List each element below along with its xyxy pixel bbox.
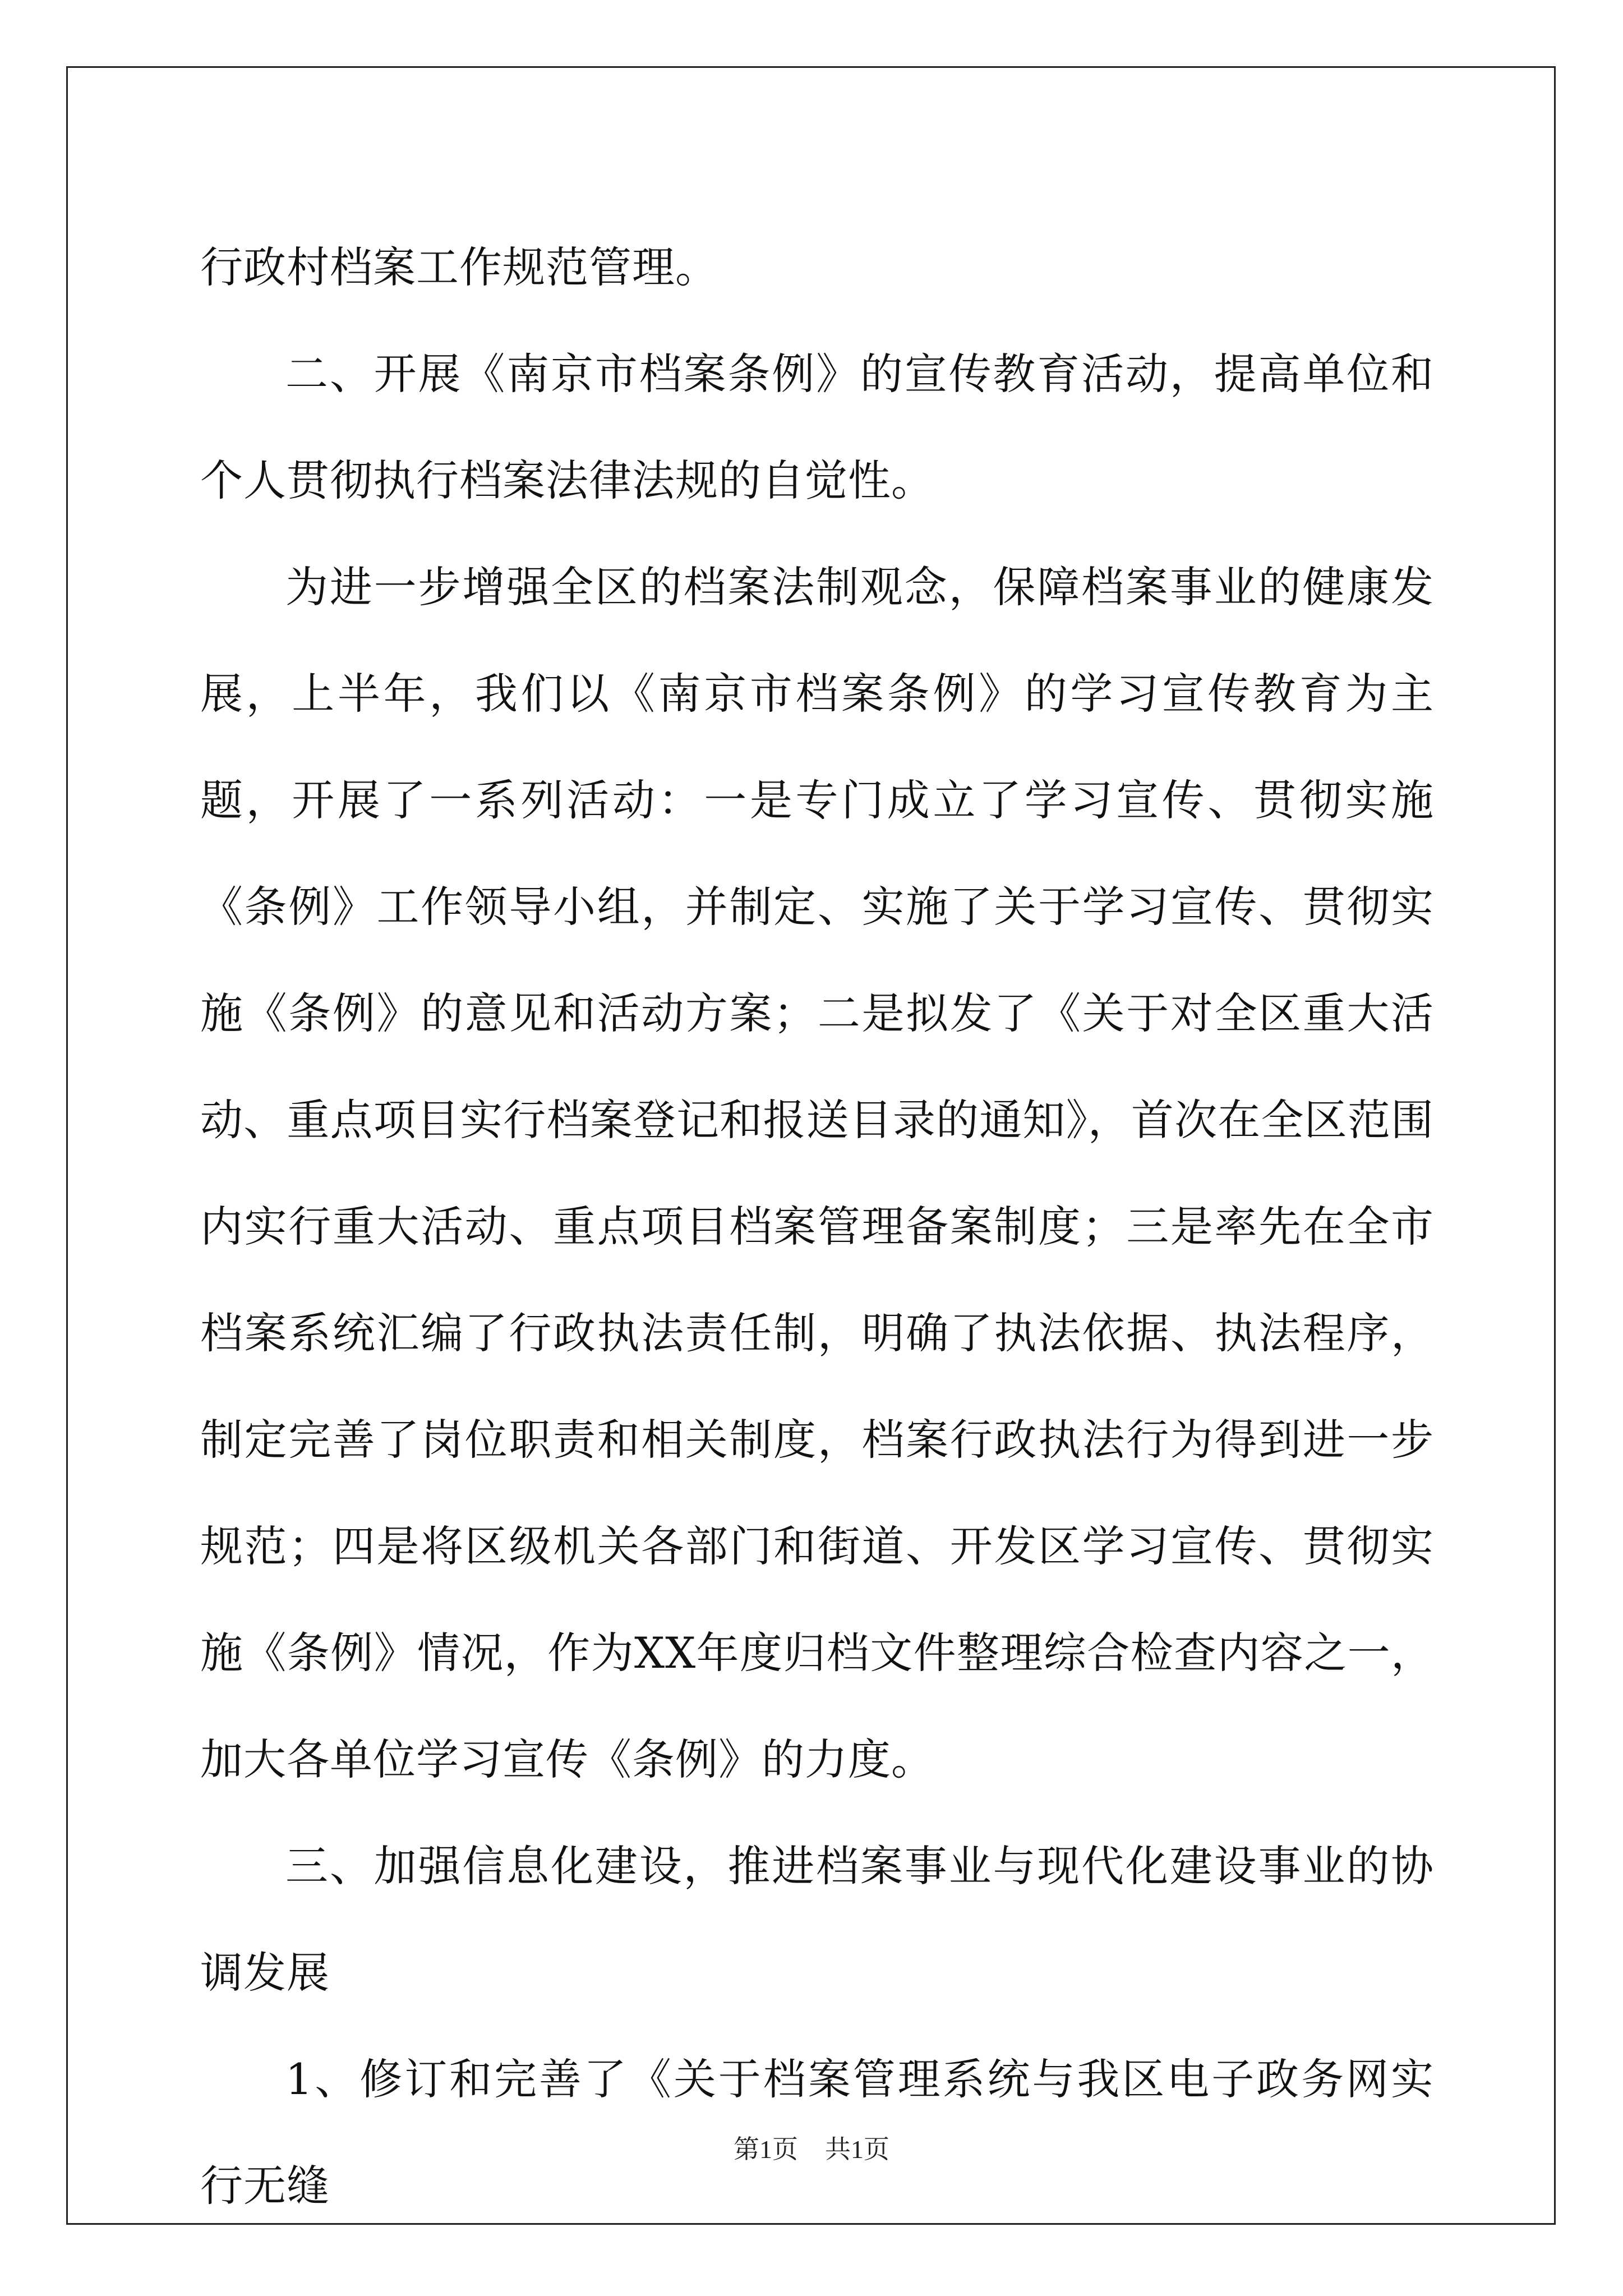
page-total: 共1页 <box>825 2135 889 2164</box>
paragraph-3: 为进一步增强全区的档案法制观念，保障档案事业的健康发展，上半年，我们以《南京市档案条例》的学习宣传教育为主题，开展了一系列活动：一是专门成立了学习宣传、贯彻实施《条例》工作领导小组，并制定、实施了关于学习宣传、贯彻实施《条例》的意见和活动方案；二是拟发了《关于对全区重大活动、重点项目实行档案登记和报送目录的通知》，首次在全区范围内实行重大活动、重点项目档案管理备案制度；三是率先在全市档案系统汇编了行政执法责任制，明确了执法依据、执法程序，制定完善了岗位职责和相关制度，档案行政执法行为得到进一步规范；四是将区级机关各部门和街道、开发区学习宣传、贯彻实施《条例》情况，作为XX年度归档文件整理综合检查内容之一，加大各单位学习宣传《条例》的力度。 <box>200 562 1434 1784</box>
paragraph-1: 行政村档案工作规范管理。 <box>200 242 718 292</box>
document-body <box>200 214 1434 2239</box>
page-footer <box>0 2129 1623 2166</box>
paragraph-2: 二、开展《南京市档案条例》的宣传教育活动，提高单位和个人贯彻执行档案法律法规的自觉性。 <box>200 349 1434 505</box>
paragraph-5: 1、修订和完善了《关于档案管理系统与我区电子政务网实行无缝 <box>200 2054 1434 2211</box>
page-number: 第1页 <box>734 2135 798 2164</box>
paragraph-4: 三、加强信息化建设，推进档案事业与现代化建设事业的协调发展 <box>200 1841 1434 1998</box>
